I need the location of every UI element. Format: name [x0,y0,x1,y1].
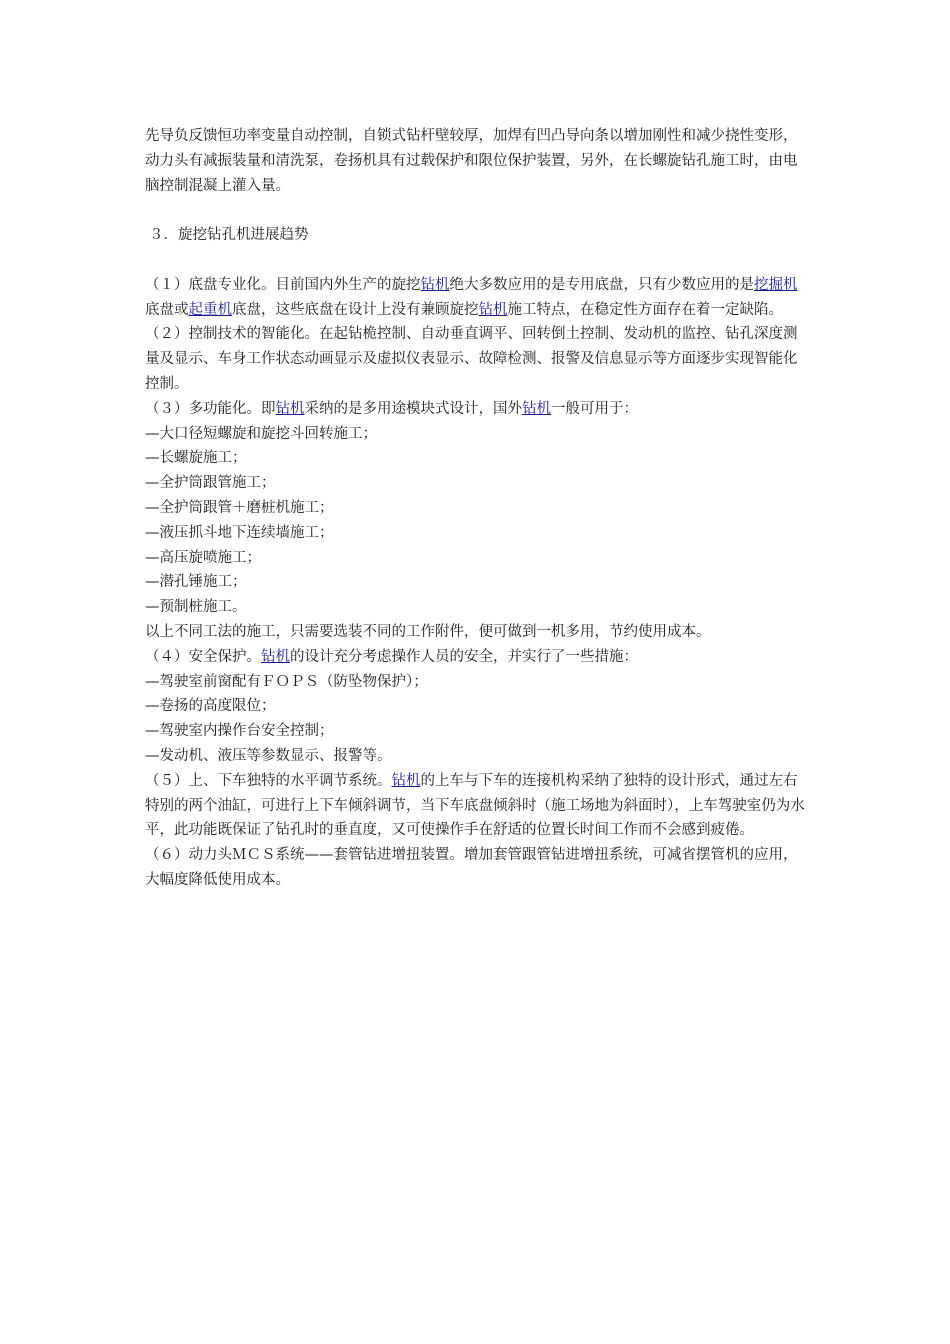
intro-paragraph: 先导负反馈恒功率变量自动控制，自锁式钻杆壁较厚，加焊有凹凸导向条以增加刚性和减少挠性变形，动力头有减振装量和清洗泵，卷扬机具有过载保护和限位保护装置，另外，在长螺旋钻孔施工时，由电脑控制混凝上灌入量。 [145,128,798,194]
spacer [145,248,810,273]
link-drilling-rig[interactable]: 钻机 [275,400,305,417]
section-title: ３．旋挖钻孔机进展趋势 [149,227,309,244]
paragraph-multifunction [145,397,810,422]
text-run: （１）底盘专业化。目前国内外生产的旋挖 [145,276,421,293]
link-drilling-rig[interactable]: 钻机 [478,301,508,318]
list-item: —长螺旋施工； [145,450,247,467]
summary-paragraph: 以上不同工法的施工，只需要选装不同的工作附件，便可做到一机多用，节约使用成本。 [145,623,711,640]
link-drilling-rig[interactable]: 钻机 [522,400,551,417]
text-run: 施工特点，在稳定性方面存在着一定缺陷。 [507,301,783,318]
link-crane[interactable]: 起重机 [188,301,232,318]
list-item: —全护筒跟管＋磨桩机施工； [145,499,334,516]
link-drilling-rig[interactable]: 钻机 [391,772,421,789]
text-run: 绝大多数应用的是专用底盘，只有少数应用的是 [449,276,754,293]
list-item: —驾驶室前窗配有ＦＯＰＳ（防坠物保护）； [145,673,428,690]
text-run: （４）安全保护。 [145,648,261,665]
list-item: —高压旋喷施工； [145,549,261,566]
link-drilling-rig[interactable]: 钻机 [261,648,290,665]
list-item: —卷扬的高度限位； [145,698,276,715]
text-run: （５）上、下车独特的水平调节系统。 [145,772,392,789]
spacer [145,198,810,223]
list-item: —液压抓斗地下连续墙施工； [145,524,334,541]
text-run: 采纳的是多用途模块式设计，国外 [304,400,522,417]
list-item: —预制桩施工。 [145,599,247,616]
text-run: 的上车与下车的连接机构采纳了独特的设计形式，通过左右特别的两个油缸，可进行上下车倾斜调节，当下车底盘倾斜时（施工场地为斜面时），上车驾驶室仍为水平，此功能既保证了钻孔时的垂直度，又可使操作手在舒适的位置长时间工作而不会感到疲倦。 [145,772,805,839]
text-run: 底盘或 [145,301,189,318]
paragraph-leveling [145,769,810,843]
list-item: —大口径短螺旋和旋挖斗回转施工； [145,425,377,442]
paragraph-mcs-system: （６）动力头ＭＣＳ系统——套管钻进增扭装置。增加套管跟管钻进增扭系统，可减省摆管机的应用，大幅度降低使用成本。 [145,847,798,888]
link-drilling-rig[interactable]: 钻机 [420,276,450,293]
paragraph-safety [145,645,810,670]
text-run: 底盘，这些底盘在设计上没有兼顾旋挖 [232,301,479,318]
document-body [145,124,810,893]
text-run: 一般可用于： [551,400,638,417]
text-run: （３）多功能化。即 [145,400,276,417]
text-run: 的设计充分考虑操作人员的安全，并实行了一些措施： [290,648,638,665]
list-item: —驾驶室内操作台安全控制； [145,723,334,740]
paragraph-chassis [145,273,810,323]
list-item: —发动机、液压等参数显示、报警等。 [145,747,392,764]
link-excavator[interactable]: 挖掘机 [754,276,798,293]
paragraph-control: （２）控制技术的智能化。在起钻桅控制、自动垂直调平、回转倒土控制、发动机的监控、钻孔深度测量及显示、车身工作状态动画显示及虚拟仪表显示、故障检测、报警及信息显示等方面逐步实现智能化控制。 [145,326,798,392]
list-item: —潜孔锤施工； [145,574,247,591]
list-item: —全护筒跟管施工； [145,475,276,492]
